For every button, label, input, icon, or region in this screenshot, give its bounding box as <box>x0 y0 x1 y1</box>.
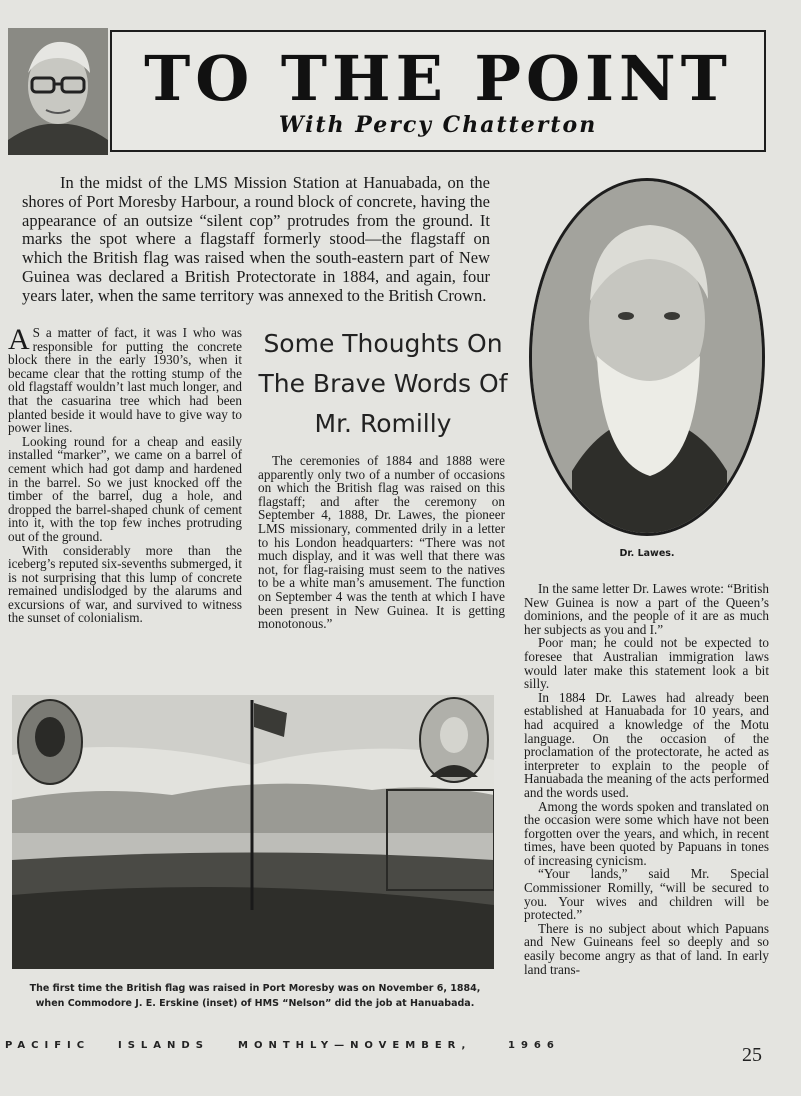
footer-word: MONTHLY—NOVEMBER, <box>238 1040 472 1051</box>
column-byline: With Percy Chatterton <box>278 112 598 138</box>
paragraph: There is no subject about which Papuans and New Guineans feel so deeply and so easily become angry as that of land. In early land trans- <box>524 920 769 977</box>
page-number: 25 <box>742 1044 762 1066</box>
section-headline: Some Thoughts On The Brave Words Of Mr. Romilly <box>258 329 508 438</box>
paragraph: In 1884 Dr. Lawes had already been established at Hanuabada for 10 years, and had acquired a knowledge of the Motu language. On the occasion of the proclamation of the protectorate, he acted as interpreter to explain to the people of Hanuabada the meaning of the acts performed and the words used. <box>524 689 769 800</box>
paragraph: A S a matter of fact, it was I who was responsible for putting the concrete block there in the early 1930’s, when it became clear that the rotting stump of the old flagstaff wouldn’t last much longer, and that the casuarina tree which had been planted beside it would have to give way to power lines. <box>8 323 242 436</box>
article-column-3 <box>524 582 769 976</box>
footer-word: PACIFIC <box>5 1040 91 1051</box>
paragraph: With considerably more than the iceberg’s reputed six-sevenths submerged, it is not surprising that this lump of concrete remained undislodged by the alarums and excursions of war, and survived to witness the sunset of colonialism. <box>8 542 242 626</box>
article-column-2 <box>258 454 505 631</box>
paragraph: Looking round for a cheap and easily installed “marker”, we came on a barrel of cement which had got damp and hardened in the barrel. So we just knocked off the timber of the barrel, dug a hole, and dropped the barrel-shaped chunk of cement into it, with the top few inches protruding out of the ground. <box>8 433 242 544</box>
portrait-caption: Dr. Lawes. <box>619 548 675 559</box>
intro-paragraph: In the midst of the LMS Mission Station at Hanuabada, on the shores of Port Moresby Harbour, a round block of concrete, having the appearance of an outsize “silent cop” protrudes from the ground. It marks the spot where a flagstaff formerly stood—the flagstaff on which the British flag was raised when the south-eastern part of New Guinea was declared a British Protectorate in 1884, and again, four years later, when the same territory was annexed to the British Crown. <box>22 173 490 305</box>
column-title: TO THE POINT <box>144 42 732 115</box>
footer-word: ISLANDS <box>118 1040 209 1051</box>
footer-word: 1966 <box>508 1040 560 1051</box>
column-title-box <box>110 30 766 152</box>
flag-raising-illustration <box>12 695 494 969</box>
drop-cap: A <box>8 323 30 356</box>
article-column-1 <box>8 323 242 626</box>
paragraph: The ceremonies of 1884 and 1888 were apparently only two of a number of occasions on which the British flag was raised on this flagstaff; and after the ceremony on September 4, 1888, Dr. Lawes, the pioneer LMS missionary, commented drily in a letter to his London headquarters: “There was not much display, and it was well that there was not, for flag-raising must seem to the natives to be a white man’s amusement. The function on September 4 was the tenth at which I have been present in New Guinea. It is getting monotonous.” <box>258 453 505 632</box>
dr-lawes-portrait <box>529 178 765 536</box>
paragraph: “Your lands,” said Mr. Special Commissioner Romilly, “will be secured to you. Your wives and children will be protected.” <box>524 866 769 923</box>
paragraph: Poor man; he could not be expected to foresee that Australian immigration laws would later make this statement look a bit silly. <box>524 635 769 692</box>
paragraph: Among the words spoken and translated on the occasion were some which have not been forgotten over the years, and which, in recent times, have been quoted by Papuans in tones of increasing cynicism. <box>524 798 769 868</box>
paragraph: In the same letter Dr. Lawes wrote: “British New Guinea is now a part of the Queen’s dominions, and the people of it are as much her subjects as you and I.” <box>524 581 769 637</box>
author-portrait <box>8 28 108 155</box>
illustration-caption: The first time the British flag was raised in Port Moresby was on November 6, 1884, when Commodore J. E. Erskine (inset) of HMS “Nelson” did the job at Hanuabada. <box>29 983 481 1009</box>
